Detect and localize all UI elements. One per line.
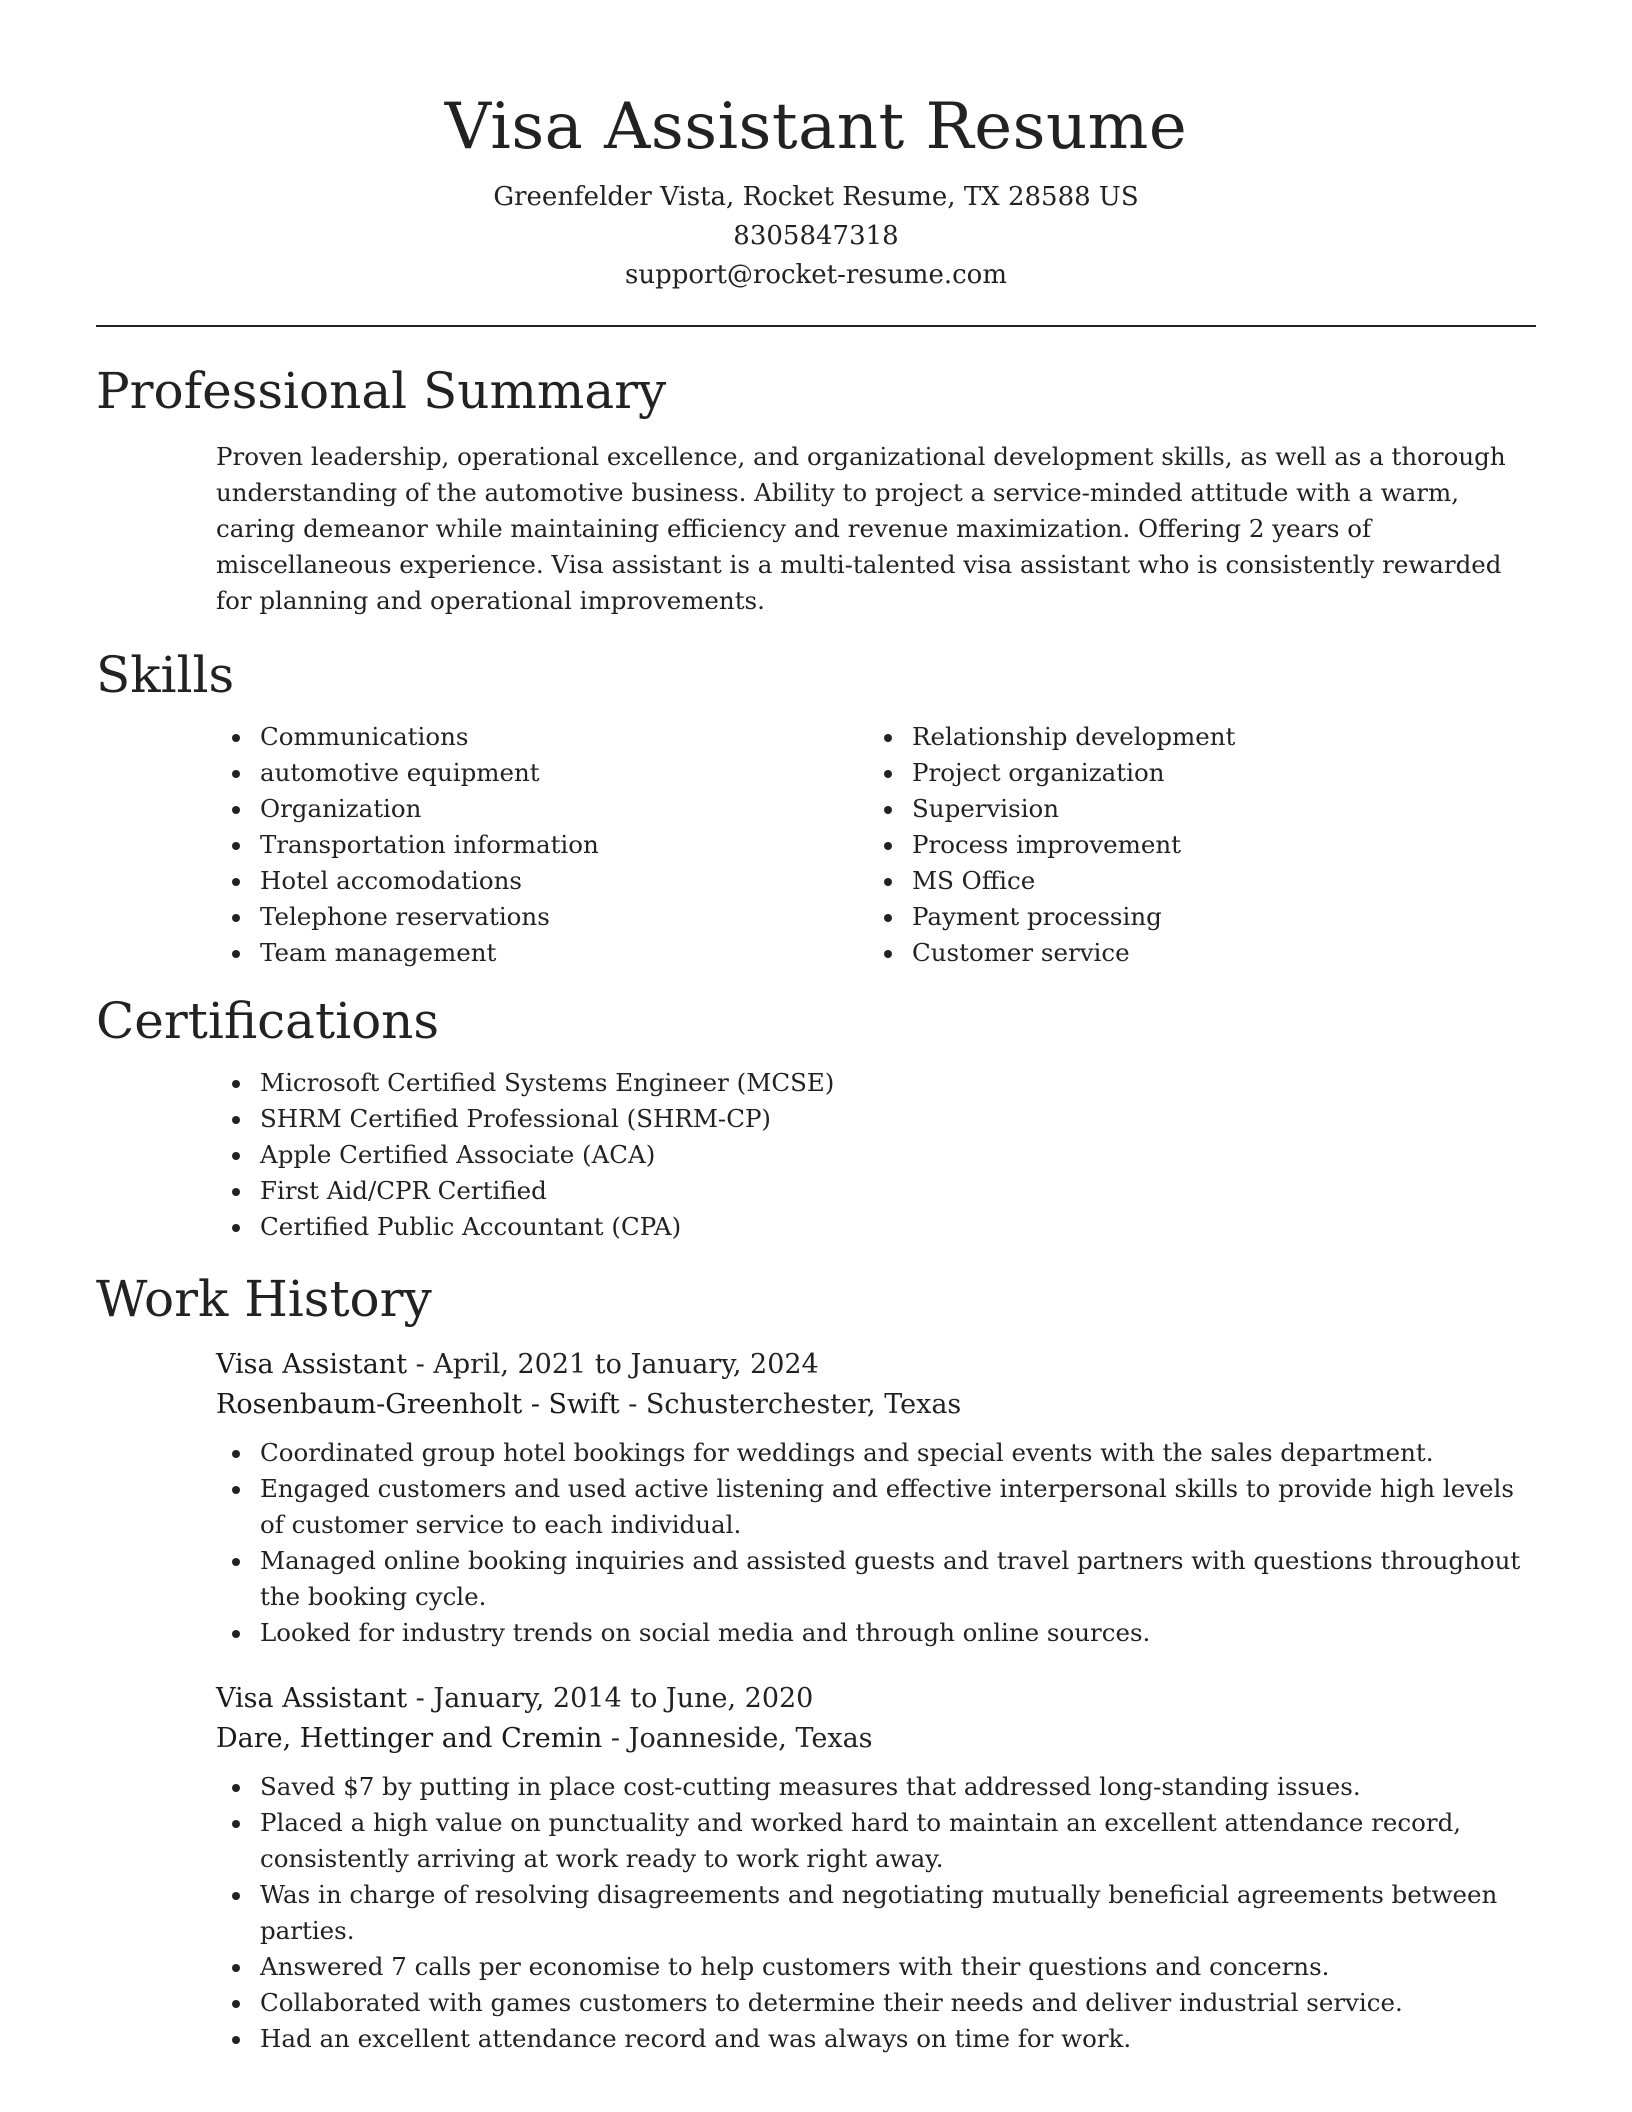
job-title-line <box>216 1345 1536 1385</box>
resume-title: Visa Assistant Resume <box>444 90 1188 164</box>
header-divider <box>96 325 1536 327</box>
skill-item: Supervision <box>746 791 1396 827</box>
certification-item: Apple Certified Associate (ACA) <box>96 1137 1536 1173</box>
skill-item: Organization <box>96 791 746 827</box>
certification-item: Microsoft Certified Systems Engineer (MCSE) <box>96 1065 1536 1101</box>
job-company: Dare, Hettinger and Cremin <box>216 1723 603 1754</box>
summary-text: Proven leadership, operational excellence, and organizational development skills, as well as a thorough understanding of the automotive business. Ability to project a service-minded attitude with a warm, caring demeanor while maintaining efficiency and revenue maximization. Offering 2 years of miscellaneous experience. Visa assistant is a multi-talented visa assistant who is consistently rewarded for planning and operational improvements. <box>216 442 1506 615</box>
skill-item: Telephone reservations <box>96 899 746 935</box>
skills-list <box>96 719 1536 971</box>
job-company-line <box>216 1719 1536 1759</box>
job-company-line <box>216 1385 1536 1425</box>
skill-item: Transportation information <box>96 827 746 863</box>
job-duty: Saved $7 by putting in place cost-cutting measures that addressed long-standing issues. <box>216 1769 1536 1805</box>
job-duty: Had an excellent attendance record and was always on time for work. <box>216 2021 1536 2057</box>
job-dates: - April, 2021 to January, 2024 <box>407 1349 819 1380</box>
address: Greenfelder Vista, Rocket Resume, TX 28588 US <box>493 182 1139 212</box>
job-location: - Schusterchester, Texas <box>619 1389 962 1420</box>
email: support@rocket-resume.com <box>624 260 1007 290</box>
skill-item: Project organization <box>746 755 1396 791</box>
job-title-line <box>216 1679 1536 1719</box>
skill-item: MS Office <box>746 863 1396 899</box>
certifications-list <box>96 1065 1536 1245</box>
contact-info <box>96 178 1536 295</box>
job-duty: Coordinated group hotel bookings for weddings and special events with the sales department. <box>216 1435 1536 1471</box>
skill-item: Communications <box>96 719 746 755</box>
skills-column-1 <box>96 719 746 971</box>
job-duty: Was in charge of resolving disagreements and negotiating mutually beneficial agreements between parties. <box>216 1877 1536 1949</box>
skill-item: Team management <box>96 935 746 971</box>
certification-item: SHRM Certified Professional (SHRM-CP) <box>96 1101 1536 1137</box>
certification-item: First Aid/CPR Certified <box>96 1173 1536 1209</box>
job-duty: Collaborated with games customers to determine their needs and deliver industrial service. <box>216 1985 1536 2021</box>
job-duty: Answered 7 calls per economise to help customers with their questions and concerns. <box>216 1949 1536 1985</box>
certifications-heading: Certifications <box>96 992 440 1050</box>
job-dates: - January, 2014 to June, 2020 <box>407 1683 814 1714</box>
summary-heading: Professional Summary <box>96 362 667 420</box>
skills-heading: Skills <box>96 646 235 704</box>
certification-item: Certified Public Accountant (CPA) <box>96 1209 1536 1245</box>
skill-item: Payment processing <box>746 899 1396 935</box>
work-history-heading: Work History <box>96 1270 432 1328</box>
job-location: - Joanneside, Texas <box>602 1723 873 1754</box>
job-duty: Looked for industry trends on social media and through online sources. <box>216 1615 1536 1651</box>
job-duties-list <box>216 1769 1536 2057</box>
job-duties-list <box>216 1435 1536 1651</box>
job-duty: Placed a high value on punctuality and worked hard to maintain an excellent attendance record, consistently arriving at work ready to work right away. <box>216 1805 1536 1877</box>
resume-header <box>96 0 1536 295</box>
skill-item: Hotel accomodations <box>96 863 746 899</box>
skill-item: Process improvement <box>746 827 1396 863</box>
job-entry <box>216 1345 1536 1651</box>
job-duty: Managed online booking inquiries and assisted guests and travel partners with questions throughout the booking cycle. <box>216 1543 1536 1615</box>
phone: 8305847318 <box>733 221 899 251</box>
skills-column-2 <box>746 719 1396 971</box>
job-company: Rosenbaum-Greenholt - Swift <box>216 1389 620 1420</box>
job-role: Visa Assistant <box>216 1683 408 1714</box>
job-entry <box>216 1679 1536 2057</box>
resume-page <box>96 0 1536 2057</box>
skill-item: Relationship development <box>746 719 1396 755</box>
job-role: Visa Assistant <box>216 1349 408 1380</box>
skill-item: Customer service <box>746 935 1396 971</box>
job-duty: Engaged customers and used active listening and effective interpersonal skills to provide high levels of customer service to each individual. <box>216 1471 1536 1543</box>
skill-item: automotive equipment <box>96 755 746 791</box>
